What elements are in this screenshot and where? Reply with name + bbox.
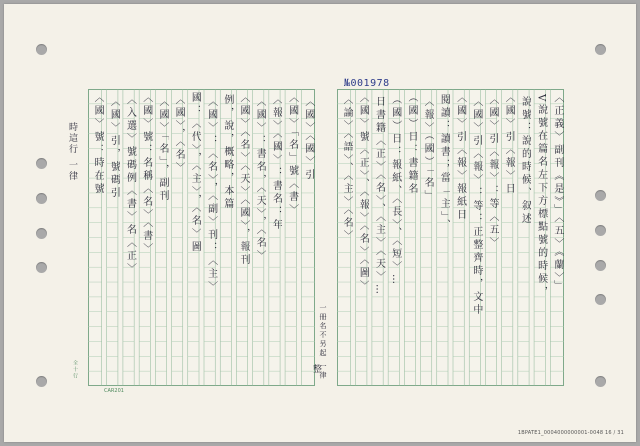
margin-note-scribble: 整: [311, 364, 321, 375]
punch-hole: [595, 376, 606, 387]
manuscript-column: （國）日：書籍名: [405, 92, 417, 196]
margin-note-left-outer: 時這行 一律: [67, 122, 77, 182]
manuscript-column: 〈報〉〈國〉：書名：年: [270, 94, 282, 232]
manuscript-column: 〈國〉，〈名〉: [173, 94, 185, 175]
punch-hole: [36, 376, 47, 387]
manuscript-column: 〈國〉引〈報〉：等〈五〉: [487, 94, 499, 250]
punch-hole: [36, 228, 47, 239]
punch-hole: [595, 260, 606, 271]
serial-number: №001978: [344, 78, 390, 89]
punch-hole: [595, 190, 606, 201]
manuscript-column: 〈報〉（國）「名」: [422, 96, 434, 203]
punch-hole: [36, 44, 47, 55]
manuscript-column: 〈國〉：書名，〈天〉，〈名〉: [254, 96, 266, 263]
manuscript-column: 〈入選〉號碼例〈書〉名〈正〉: [124, 94, 136, 276]
manuscript-column: 〈國〉「名」，副刊: [156, 96, 168, 203]
manuscript-column: 〈國〉引〈報〉報紙日: [454, 92, 466, 222]
manuscript-column: 〈國〉：〈名〉，〈副〉刊：〈主〉: [205, 96, 217, 294]
manuscript-column: 閱讀：讀書；當「主」、: [438, 94, 450, 232]
manuscript-column: 〈國〉〈國〉引: [302, 96, 314, 182]
margin-note-center: 一冊名不另起 一律: [319, 304, 327, 381]
manuscript-column: 〈正義〉副刊《是》」〈五〉《蘭〉」: [551, 92, 563, 293]
manuscript-column: 日書籍〈正〉〈名〉、〈主〉〈天〉…: [373, 96, 385, 297]
manuscript-column: 〈國〉引〈報〉：等：正整齊時，文中: [470, 96, 482, 317]
manuscript-column: 〈國〉號：名稱〈名〉〈書〉: [140, 92, 152, 256]
manuscript-column: 〈國〉引〈報〉日: [503, 92, 515, 196]
grid-label-bottom-left: CAR201: [104, 388, 124, 394]
punch-hole: [595, 44, 606, 55]
manuscript-column: 〈國〉號：時在號: [92, 92, 104, 196]
punch-hole: [36, 193, 47, 204]
manuscript-column: 說號：說的時候、叙述: [519, 96, 531, 226]
manuscript-column: 國：〈代〉，〈主〉，〈名〉圖: [189, 92, 201, 254]
punch-hole: [36, 158, 47, 169]
manuscript-column: 〈國〉引，號碼引: [108, 96, 120, 200]
manuscript-column: 〈國〉〈名〉〈天〉〈國〉，報刊: [238, 92, 250, 267]
manuscript-sheet: [4, 4, 636, 442]
manuscript-column: 〈論〉〈語〉、〈主〉〈名〉: [341, 94, 353, 243]
punch-hole: [595, 225, 606, 236]
manuscript-column: 例，說，概略，本篇: [221, 94, 233, 211]
manuscript-column: 〈國〉號〈正〉、〈報〉〈名〉〈圖〉: [357, 92, 369, 293]
manuscript-column: V說號在篇名左下方標點號的時候，: [535, 94, 547, 300]
grid-label-left: 全 十 行: [72, 360, 78, 379]
punch-hole: [595, 294, 606, 305]
archive-id: 1BPATE1_0004000000001-0048 16 / 31: [517, 430, 624, 436]
manuscript-column: （國）日：報紙、〈長〉、〈短〉…: [389, 94, 401, 287]
manuscript-column: 〈國〉「名」號〈書〉: [286, 92, 298, 217]
punch-hole: [36, 262, 47, 273]
